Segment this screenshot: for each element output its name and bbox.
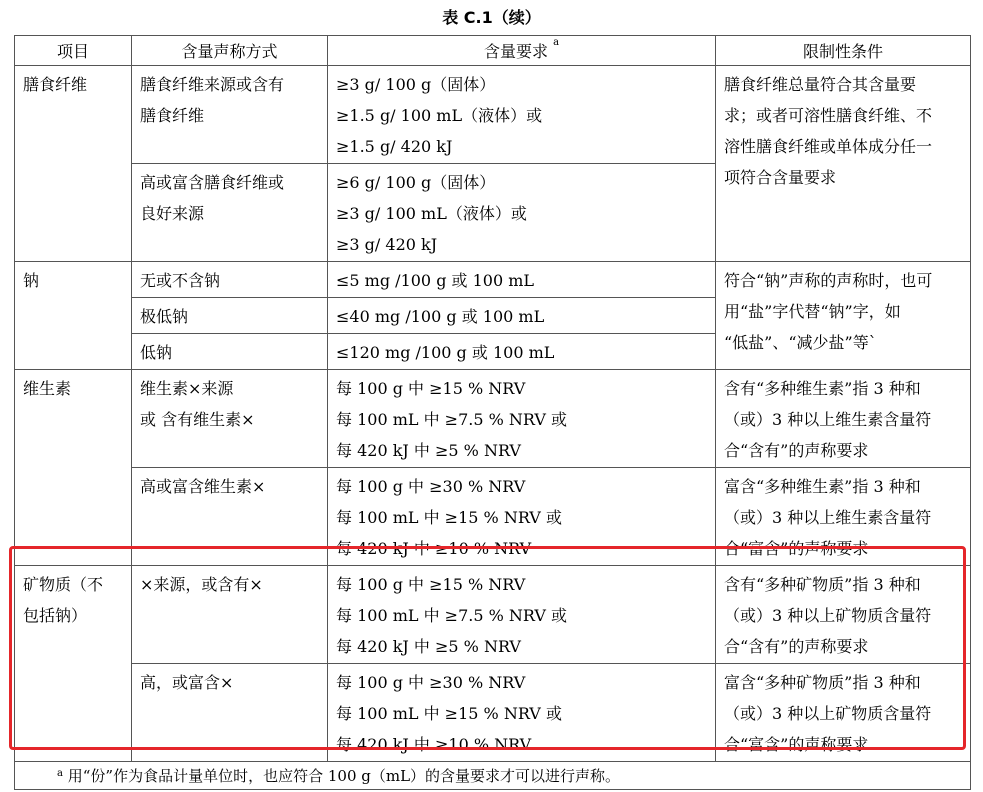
claim-cell: 极低钠 bbox=[132, 298, 328, 334]
condition-text: 符合“钠”声称的声称时，也可 bbox=[724, 271, 933, 290]
footnote-row bbox=[15, 762, 971, 790]
claim-cell bbox=[132, 164, 328, 262]
claim-text: 膳食纤维来源或含有 bbox=[140, 75, 285, 94]
item-cell-sodium: 钠 bbox=[15, 262, 132, 370]
claim-cell: 无或不含钠 bbox=[132, 262, 328, 298]
requirement-text: ≥3 g/ 100 g（固体） bbox=[336, 75, 496, 94]
condition-text: 合“富含”的声称要求 bbox=[724, 735, 869, 754]
condition-cell bbox=[716, 566, 971, 664]
item-text: 矿物质（不 bbox=[23, 575, 104, 594]
claim-text: 高，或富含× bbox=[140, 673, 234, 692]
condition-text: （或）3 种以上维生素含量符 bbox=[724, 410, 932, 429]
claim-text: 高或富含膳食纤维或 bbox=[140, 173, 285, 192]
item-text: 包括钠） bbox=[23, 606, 88, 625]
table-row bbox=[15, 262, 971, 298]
condition-text: “低盐”、“减少盐”等` bbox=[724, 333, 877, 352]
claim-cell: 低钠 bbox=[132, 334, 328, 370]
claim-cell bbox=[132, 664, 328, 762]
requirement-cell: ≤120 mg /100 g 或 100 mL bbox=[328, 334, 716, 370]
requirement-text: 每 100 mL 中 ≥7.5 % NRV 或 bbox=[336, 410, 568, 429]
item-cell-vitamin: 维生素 bbox=[15, 370, 132, 566]
condition-text: 含有“多种矿物质”指 3 种和 bbox=[724, 575, 921, 594]
claim-cell bbox=[132, 370, 328, 468]
condition-cell bbox=[716, 468, 971, 566]
footnote-text: 用“份”作为食品计量单位时，也应符合 100 g（mL）的含量要求才可以进行声称。 bbox=[67, 767, 621, 785]
requirement-text: ≥6 g/ 100 g（固体） bbox=[336, 173, 496, 192]
condition-cell bbox=[716, 66, 971, 262]
table-row bbox=[15, 566, 971, 664]
footnote-mark: a bbox=[553, 37, 560, 48]
requirement-text: 每 420 kJ 中 ≥5 % NRV bbox=[336, 637, 521, 656]
condition-text: 用“盐”字代替“钠”字，如 bbox=[724, 302, 901, 321]
condition-text: 富含“多种矿物质”指 3 种和 bbox=[724, 673, 921, 692]
header-item: 项目 bbox=[15, 36, 132, 66]
table-caption: 表 C.1（续） bbox=[442, 8, 541, 27]
requirement-text: 每 100 g 中 ≥15 % NRV bbox=[336, 379, 526, 398]
condition-text: （或）3 种以上矿物质含量符 bbox=[724, 704, 932, 723]
header-conditions: 限制性条件 bbox=[716, 36, 971, 66]
condition-text: 合“含有”的声称要求 bbox=[724, 637, 869, 656]
condition-text: 富含“多种维生素”指 3 种和 bbox=[724, 477, 921, 496]
requirement-text: ≥3 g/ 100 mL（液体）或 bbox=[336, 204, 527, 223]
requirement-text: 每 100 mL 中 ≥7.5 % NRV 或 bbox=[336, 606, 568, 625]
header-content-requirement-label: 含量要求 bbox=[483, 42, 548, 61]
condition-text: 求；或者可溶性膳食纤维、不 bbox=[724, 106, 933, 125]
footnote-cell bbox=[15, 762, 971, 790]
claim-text: 膳食纤维 bbox=[140, 106, 205, 125]
condition-text: 合“富含”的声称要求 bbox=[724, 539, 869, 558]
claim-text: 维生素×来源 bbox=[140, 379, 234, 398]
requirement-cell bbox=[328, 66, 716, 164]
header-claim-method: 含量声称方式 bbox=[132, 36, 328, 66]
requirement-cell bbox=[328, 664, 716, 762]
requirement-text: 每 420 kJ 中 ≥10 % NRV bbox=[336, 735, 532, 754]
footnote-mark: a bbox=[57, 768, 63, 779]
requirement-text: 每 420 kJ 中 ≥10 % NRV bbox=[336, 539, 532, 558]
claim-text: ×来源，或含有× bbox=[140, 575, 263, 594]
claim-text: 或 含有维生素× bbox=[140, 410, 255, 429]
requirement-text: ≥1.5 g/ 420 kJ bbox=[336, 137, 453, 156]
condition-text: 项符合含量要求 bbox=[724, 168, 837, 187]
condition-text: （或）3 种以上矿物质含量符 bbox=[724, 606, 932, 625]
requirement-text: ≥3 g/ 420 kJ bbox=[336, 235, 438, 254]
claim-cell bbox=[132, 468, 328, 566]
claim-cell bbox=[132, 566, 328, 664]
requirement-text: 每 100 g 中 ≥30 % NRV bbox=[336, 673, 526, 692]
requirement-cell bbox=[328, 370, 716, 468]
table-header-row bbox=[15, 36, 971, 66]
item-cell-mineral bbox=[15, 566, 132, 762]
header-content-requirement bbox=[328, 36, 716, 66]
requirement-cell bbox=[328, 468, 716, 566]
condition-text: 溶性膳食纤维或单体成分任一 bbox=[724, 137, 933, 156]
requirement-text: 每 100 g 中 ≥30 % NRV bbox=[336, 477, 526, 496]
table-row bbox=[15, 664, 971, 762]
condition-text: 膳食纤维总量符合其含量要 bbox=[724, 75, 917, 94]
requirement-cell bbox=[328, 566, 716, 664]
requirement-text: 每 420 kJ 中 ≥5 % NRV bbox=[336, 441, 521, 460]
claim-text: 高或富含维生素× bbox=[140, 477, 266, 496]
claim-text: 良好来源 bbox=[140, 204, 205, 223]
table-row bbox=[15, 468, 971, 566]
requirement-text: ≥1.5 g/ 100 mL（液体）或 bbox=[336, 106, 543, 125]
condition-cell bbox=[716, 664, 971, 762]
condition-text: 合“含有”的声称要求 bbox=[724, 441, 869, 460]
requirement-cell: ≤40 mg /100 g 或 100 mL bbox=[328, 298, 716, 334]
condition-cell bbox=[716, 370, 971, 468]
nutrient-claim-table bbox=[14, 35, 971, 790]
claim-cell bbox=[132, 66, 328, 164]
requirement-text: 每 100 mL 中 ≥15 % NRV 或 bbox=[336, 704, 562, 723]
requirement-cell: ≤5 mg /100 g 或 100 mL bbox=[328, 262, 716, 298]
item-cell-fiber: 膳食纤维 bbox=[15, 66, 132, 262]
requirement-text: 每 100 mL 中 ≥15 % NRV 或 bbox=[336, 508, 562, 527]
requirement-cell bbox=[328, 164, 716, 262]
table-row bbox=[15, 370, 971, 468]
table-row bbox=[15, 66, 971, 164]
condition-text: （或）3 种以上维生素含量符 bbox=[724, 508, 932, 527]
condition-text: 含有“多种维生素”指 3 种和 bbox=[724, 379, 921, 398]
requirement-text: 每 100 g 中 ≥15 % NRV bbox=[336, 575, 526, 594]
condition-cell bbox=[716, 262, 971, 370]
